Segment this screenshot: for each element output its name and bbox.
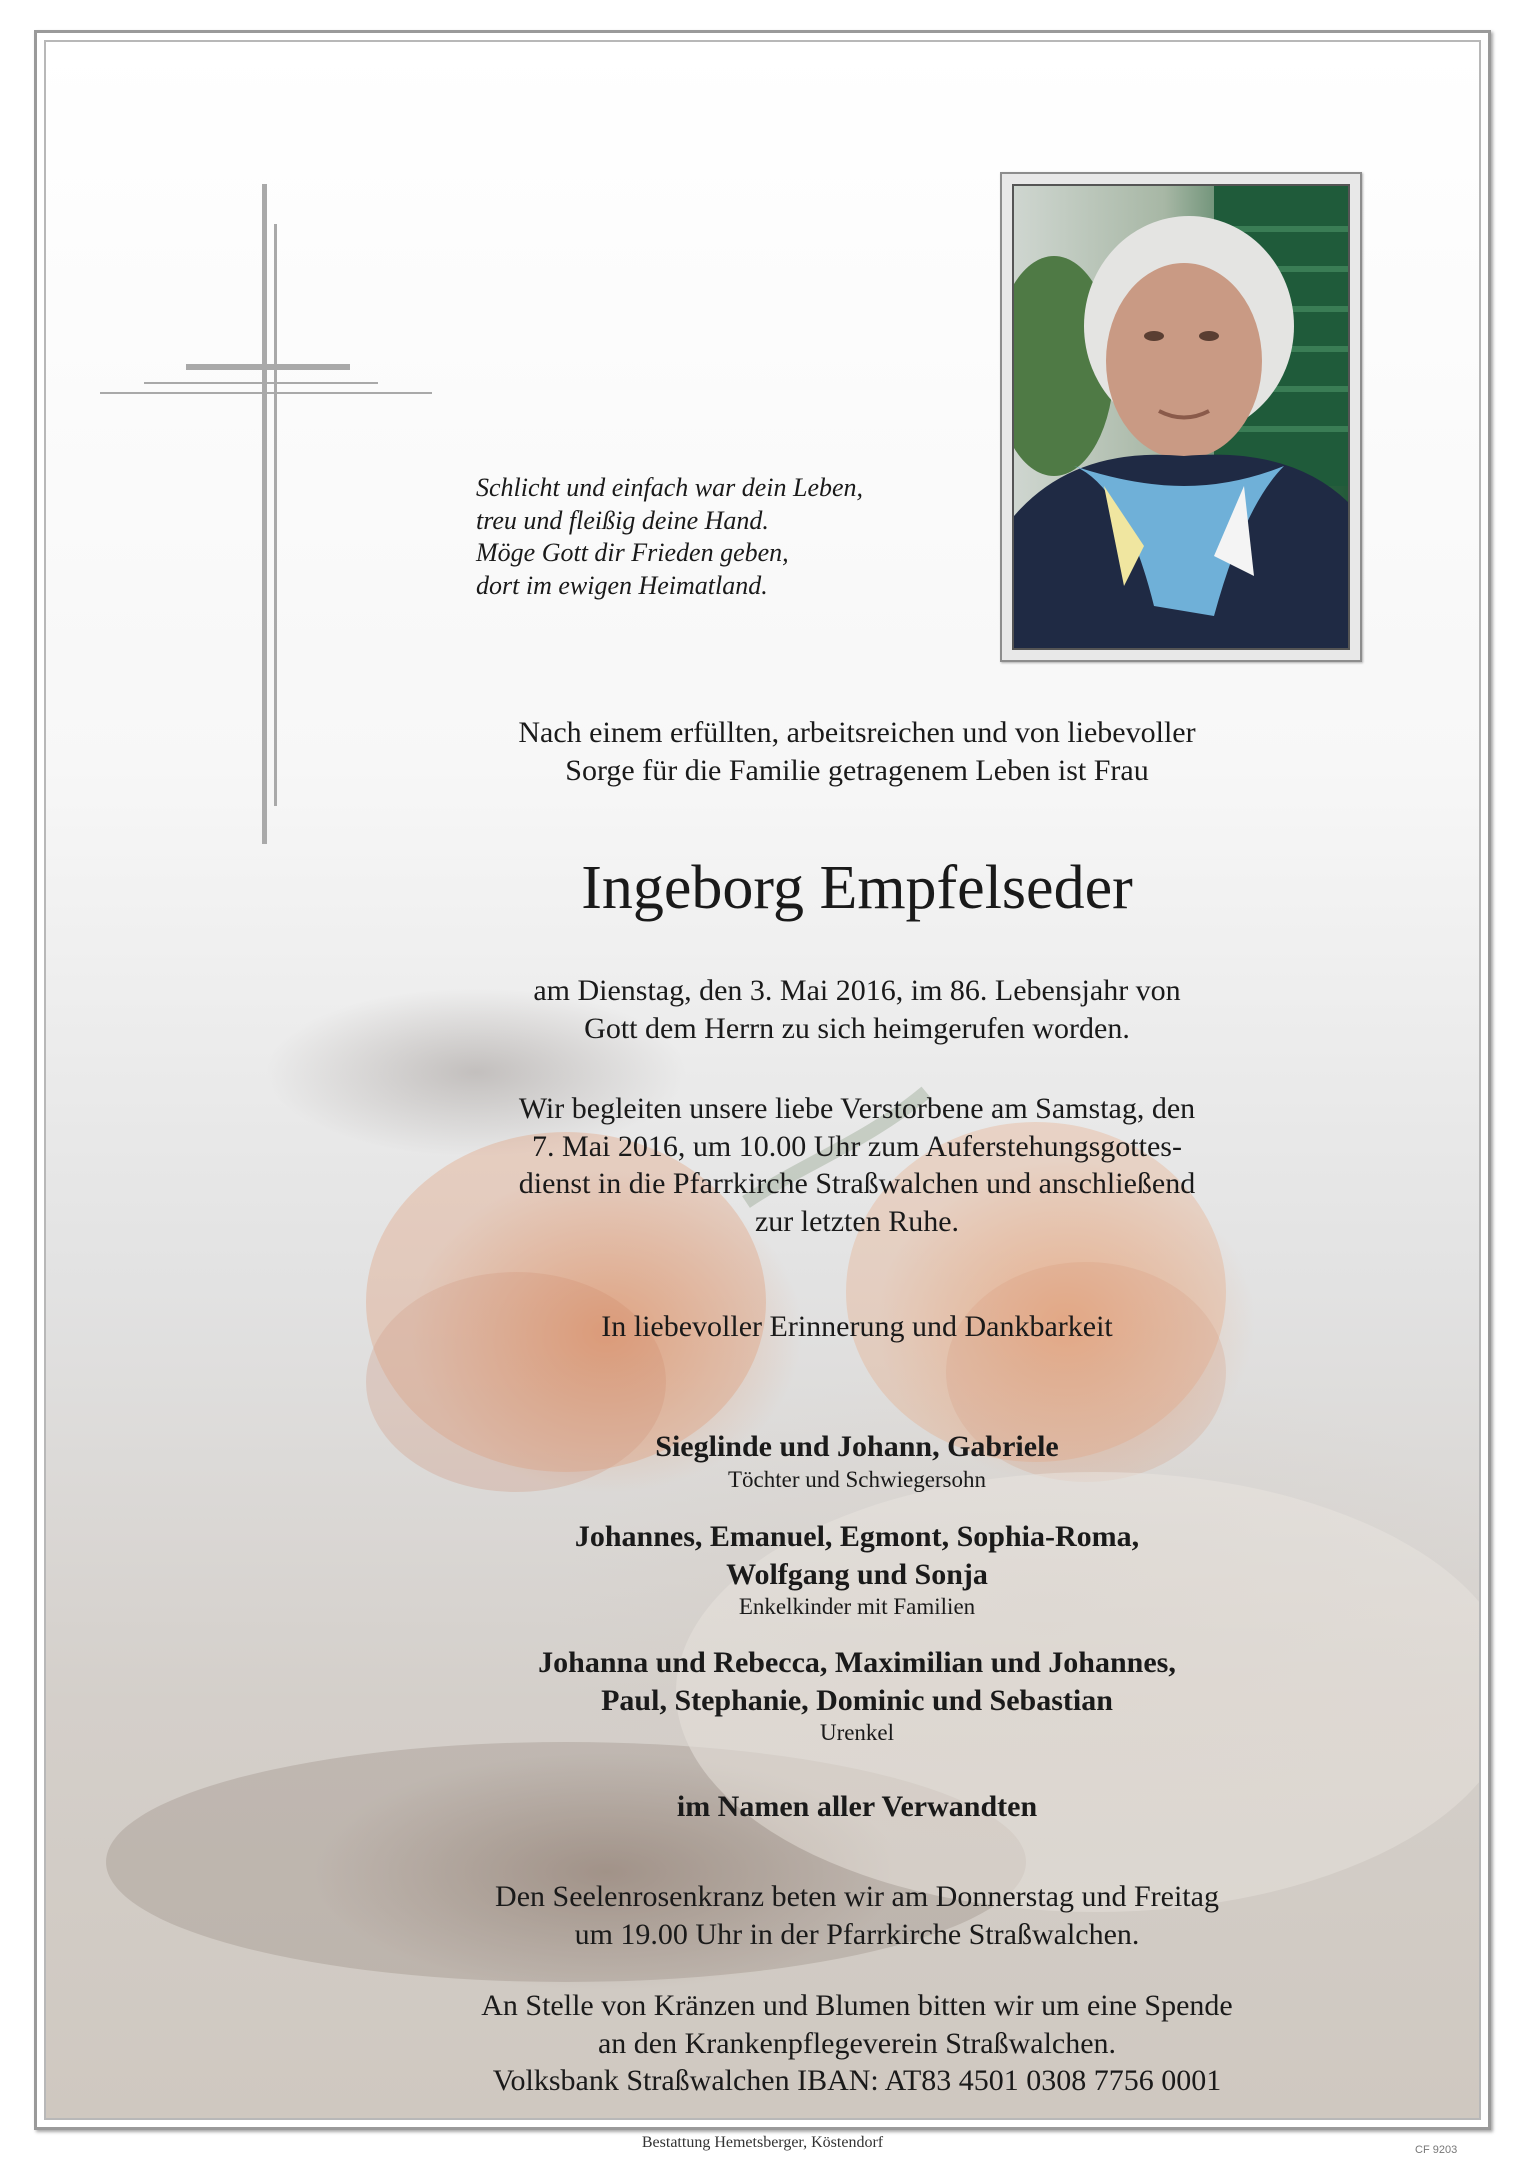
donation-line: an den Krankenpflegeverein Straßwalchen. xyxy=(597,2026,1117,2060)
cross-icon xyxy=(46,42,446,742)
donation-line: An Stelle von Kränzen und Blumen bitten wir um eine Spende xyxy=(481,1989,1233,2022)
verse-line: Möge Gott dir Frieden geben, xyxy=(476,538,789,567)
mourner-role: Urenkel xyxy=(819,1720,895,1745)
donation-line: Volksbank Straßwalchen IBAN: AT83 4501 0308 7756 0001 xyxy=(492,2064,1222,2097)
rosary-line: um 19.00 Uhr in der Pfarrkirche Straßwalchen. xyxy=(574,1917,1140,1951)
mourner-names: Johanna und Rebecca, Maximilian und Johannes, xyxy=(538,1646,1176,1679)
cross-horizontal-line-2 xyxy=(100,392,432,394)
mourner-role: Enkelkinder mit Familien xyxy=(738,1594,976,1619)
death-line: Gott dem Herrn zu sich heimgerufen worden. xyxy=(584,1011,1130,1045)
rosary-line: Den Seelenrosenkranz beten wir am Donnerstag und Freitag xyxy=(495,1880,1219,1913)
verse-line: dort im ewigen Heimatland. xyxy=(476,570,768,600)
death-notice xyxy=(382,972,1332,1047)
mourner-group xyxy=(382,1428,1332,1494)
mourner-names: Sieglinde und Johann, Gabriele xyxy=(655,1430,1059,1463)
funeral-line: Wir begleiten unsere liebe Verstorbene am Samstag, den xyxy=(518,1092,1196,1125)
intro-text xyxy=(382,714,1332,789)
memory-line: In liebevoller Erinnerung und Dankbarkeit xyxy=(601,1310,1113,1343)
funeral-notice xyxy=(382,1090,1332,1240)
mourner-names: Paul, Stephanie, Dominic und Sebastian xyxy=(601,1683,1113,1717)
portrait-photo xyxy=(1012,184,1350,650)
portrait-image xyxy=(1014,186,1350,650)
undertaker-footer: Bestattung Hemetsberger, Köstendorf xyxy=(641,2134,884,2151)
notice-card xyxy=(44,40,1481,2120)
intro-line: Nach einem erfüllten, arbeitsreichen und von liebevoller xyxy=(518,716,1196,749)
rosary-notice xyxy=(382,1878,1332,1953)
eye-right xyxy=(1199,331,1219,341)
mourner-group xyxy=(382,1644,1332,1748)
mourner-group xyxy=(382,1518,1332,1622)
mourner-names: Wolfgang und Sonja xyxy=(726,1557,988,1591)
eye-left xyxy=(1144,331,1164,341)
face xyxy=(1106,263,1262,459)
verse-line: treu und fleißig deine Hand. xyxy=(476,505,769,535)
funeral-line: dienst in die Pfarrkirche Straßwalchen und anschließend xyxy=(518,1167,1196,1200)
funeral-line: 7. Mai 2016, um 10.00 Uhr zum Auferstehungsgottes- xyxy=(532,1129,1182,1163)
cross-vertical-bar xyxy=(262,184,267,844)
mourner-names: Johannes, Emanuel, Egmont, Sophia-Roma, xyxy=(574,1520,1140,1553)
verse xyxy=(476,472,996,602)
cross-horizontal-bar xyxy=(186,364,350,370)
intro-line: Sorge für die Familie getragenem Leben ist Frau xyxy=(565,753,1149,787)
donation-notice xyxy=(382,1987,1332,2100)
cross-vertical-thin-bar xyxy=(274,224,277,806)
portrait-photo-frame xyxy=(1000,172,1362,662)
relatives-line: im Namen aller Verwandten xyxy=(676,1790,1038,1823)
template-code: CF 9203 xyxy=(1415,2144,1458,2156)
funeral-line: zur letzten Ruhe. xyxy=(754,1204,960,1238)
death-line: am Dienstag, den 3. Mai 2016, im 86. Lebensjahr von xyxy=(533,974,1181,1007)
mourner-role: Töchter und Schwiegersohn xyxy=(727,1466,987,1492)
deceased-name: Ingeborg Empfelseder xyxy=(581,854,1133,922)
cross-horizontal-line-1 xyxy=(144,382,378,384)
verse-line: Schlicht und einfach war dein Leben, xyxy=(476,473,864,502)
